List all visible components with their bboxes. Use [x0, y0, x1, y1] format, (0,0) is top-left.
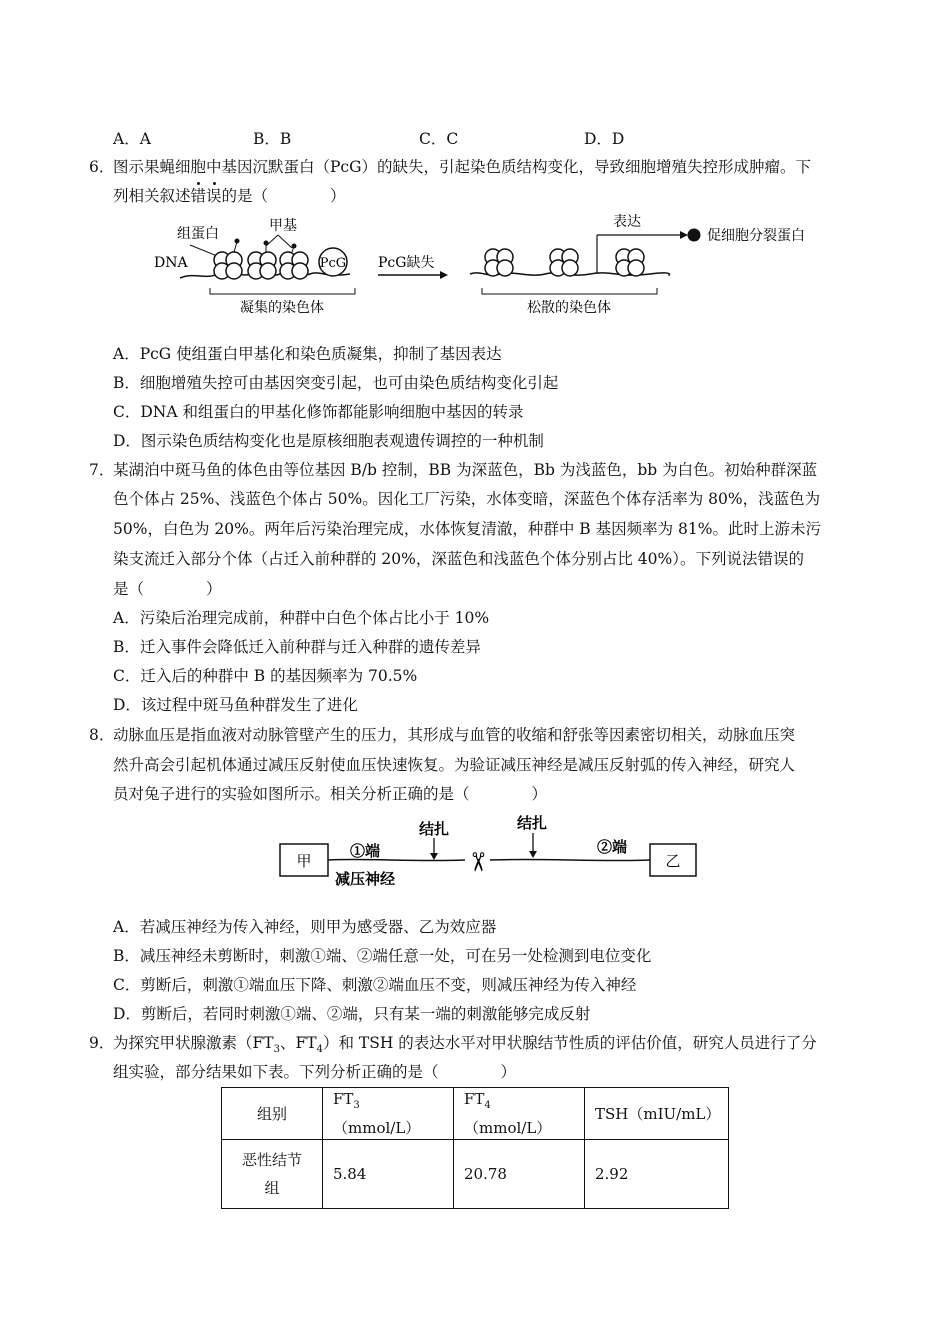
nucleosome-2: [248, 252, 276, 279]
q6-stem-line2: [113, 185, 346, 207]
q6-option-d: D．图示染色质结构变化也是原核细胞表观遗传调控的一种机制: [113, 432, 544, 450]
nucleosome-6: [616, 249, 644, 276]
q7-number: 7．: [89, 461, 115, 479]
q8-option-b: B．减压神经未剪断时，刺激①端、②端任意一处，可在另一处检测到电位变化: [113, 947, 652, 965]
q6-option-c: C．DNA 和组蛋白的甲基化修饰都能影响细胞中基因的转录: [113, 403, 524, 421]
box-yi-label: 乙: [665, 852, 681, 870]
q7-stem-line2: 色个体占 25%、浅蓝色个体占 50%。因化工厂污染，水体变暗，深蓝色个体存活率为 80%，浅蓝色为: [113, 490, 821, 508]
pcg-label: PcG: [319, 256, 347, 271]
end-1-label: ①端: [350, 842, 381, 860]
q8-option-c: C．剪断后，刺激①端血压下降、刺激②端血压不变，则减压神经为传入神经: [113, 976, 637, 994]
q8-stem-line1: 动脉血压是指血液对动脉管壁产生的压力，其形成与血管的收缩和舒张等因素密切相关，动脉血压突: [113, 726, 796, 744]
cell-ft3: 5.84: [323, 1140, 454, 1209]
box-jia-label: 甲: [296, 852, 312, 870]
histone-label: 组蛋白: [177, 226, 219, 242]
q8-stem-line2: 然升高会引起机体通过减压反射使血压快速恢复。为验证减压神经是减压反射弧的传入神经，研究人: [113, 756, 796, 774]
q5-option-c: C．C: [419, 130, 459, 148]
scissors-icon: ✂: [462, 851, 492, 873]
q7-stem-line5: 是（ ）: [113, 580, 222, 598]
chromatin-diagram: [150, 208, 830, 323]
q7-stem-line3: 50%，白色为 20%。两年后污染治理完成，水体恢复清澈，种群中 B 基因频率为 81%。此时上游未污: [113, 520, 821, 538]
header-group: 组别: [222, 1088, 323, 1140]
nucleosome-1: [214, 252, 242, 279]
header-ft3: $FT_3(mmol/L)$: [323, 1088, 454, 1140]
methyl-label: 甲基: [269, 218, 297, 234]
condensed-label: 凝集的染色体: [240, 300, 324, 316]
q7-stem-line1: 某湖泊中斑马鱼的体色由等位基因 B/b 控制，BB 为深蓝色，Bb 为浅蓝色，bb 为白色。初始种群深蓝: [113, 461, 818, 479]
q9-number: 9．: [89, 1034, 115, 1052]
q9-stem-line1: 为探究甲状腺激素（$FT_3$、$FT_4$）和 TSH 的表达水平对甲状腺结节性质的评估价值，研究人员进行了分: [113, 1034, 817, 1056]
q8-stem-line3: 员对兔子进行的实验如图所示。相关分析正确的是（ ）: [113, 785, 548, 803]
q5-option-b: B．B: [253, 130, 292, 148]
q7-option-d: D．该过程中斑马鱼种群发生了进化: [113, 696, 358, 714]
ligate-1-label: 结扎: [419, 820, 450, 838]
nucleosome-4: [485, 249, 513, 276]
q8-option-a: A．若减压神经为传入神经，则甲为感受器、乙为效应器: [113, 918, 497, 936]
q9-stem-line2: 组实验，部分结果如下表。下列分析正确的是（ ）: [113, 1063, 517, 1081]
end-2-label: ②端: [597, 838, 628, 856]
q6-stem-line1: 图示果蝇细胞中基因沉默蛋白（PcG）的缺失，引起染色质结构变化，导致细胞增殖失控形成肿瘤。下: [113, 158, 811, 176]
pcg-loss-label: PcG缺失: [378, 255, 435, 271]
q6-option-b: B．细胞增殖失控可由基因突变引起，也可由染色质结构变化引起: [113, 374, 559, 392]
q6-option-a: A．PcG 使组蛋白甲基化和染色质凝集，抑制了基因表达: [113, 345, 502, 363]
cell-group: 恶性结节 组: [222, 1140, 323, 1209]
q6-stem-pre: 列相关叙述: [113, 187, 191, 205]
q7-option-a: A．污染后治理完成前，种群中白色个体占比小于 10%: [113, 609, 490, 627]
table-header-row: [222, 1088, 729, 1140]
q7-option-b: B．迁入事件会降低迁入前种群与迁入种群的遗传差异: [113, 638, 481, 656]
q6-stem-post: 的是（ ）: [221, 187, 346, 205]
header-ft4: $FT_4(mmol/L)$: [454, 1088, 585, 1140]
loose-label: 松散的染色体: [527, 300, 611, 316]
q7-option-c: C．迁入后的种群中 B 的基因频率为 70.5%: [113, 667, 418, 685]
nucleosome-3: [280, 252, 308, 279]
nerve-experiment-diagram: [275, 810, 700, 890]
dna-label: DNA: [154, 255, 188, 271]
q6-stem-emphasis: 错误: [191, 187, 222, 205]
nerve-label: 减压神经: [335, 870, 396, 888]
cell-tsh: 2.92: [585, 1140, 729, 1209]
express-label: 表达: [613, 214, 641, 230]
protein-label: 促细胞分裂蛋白: [707, 228, 805, 244]
q7-stem-line4: 染支流迁入部分个体（占迁入前种群的 20%，深蓝色和浅蓝色个体分别占比 40%）。下列说法错误的: [113, 550, 805, 568]
protein-dot: [688, 229, 701, 242]
q5-option-d: D．D: [584, 130, 625, 148]
q8-number: 8．: [89, 726, 115, 744]
q5-option-a: A．A: [113, 130, 151, 148]
q8-option-d: D．剪断后，若同时刺激①端、②端，只有某一端的刺激能够完成反射: [113, 1005, 591, 1023]
header-tsh: TSH（mIU/mL）: [585, 1088, 729, 1140]
ligate-2-label: 结扎: [517, 814, 548, 832]
thyroid-results-table: [221, 1087, 729, 1209]
q6-number: 6．: [89, 158, 115, 176]
nucleosome-5: [550, 249, 578, 276]
cell-ft4: 20.78: [454, 1140, 585, 1209]
table-row: [222, 1140, 729, 1209]
